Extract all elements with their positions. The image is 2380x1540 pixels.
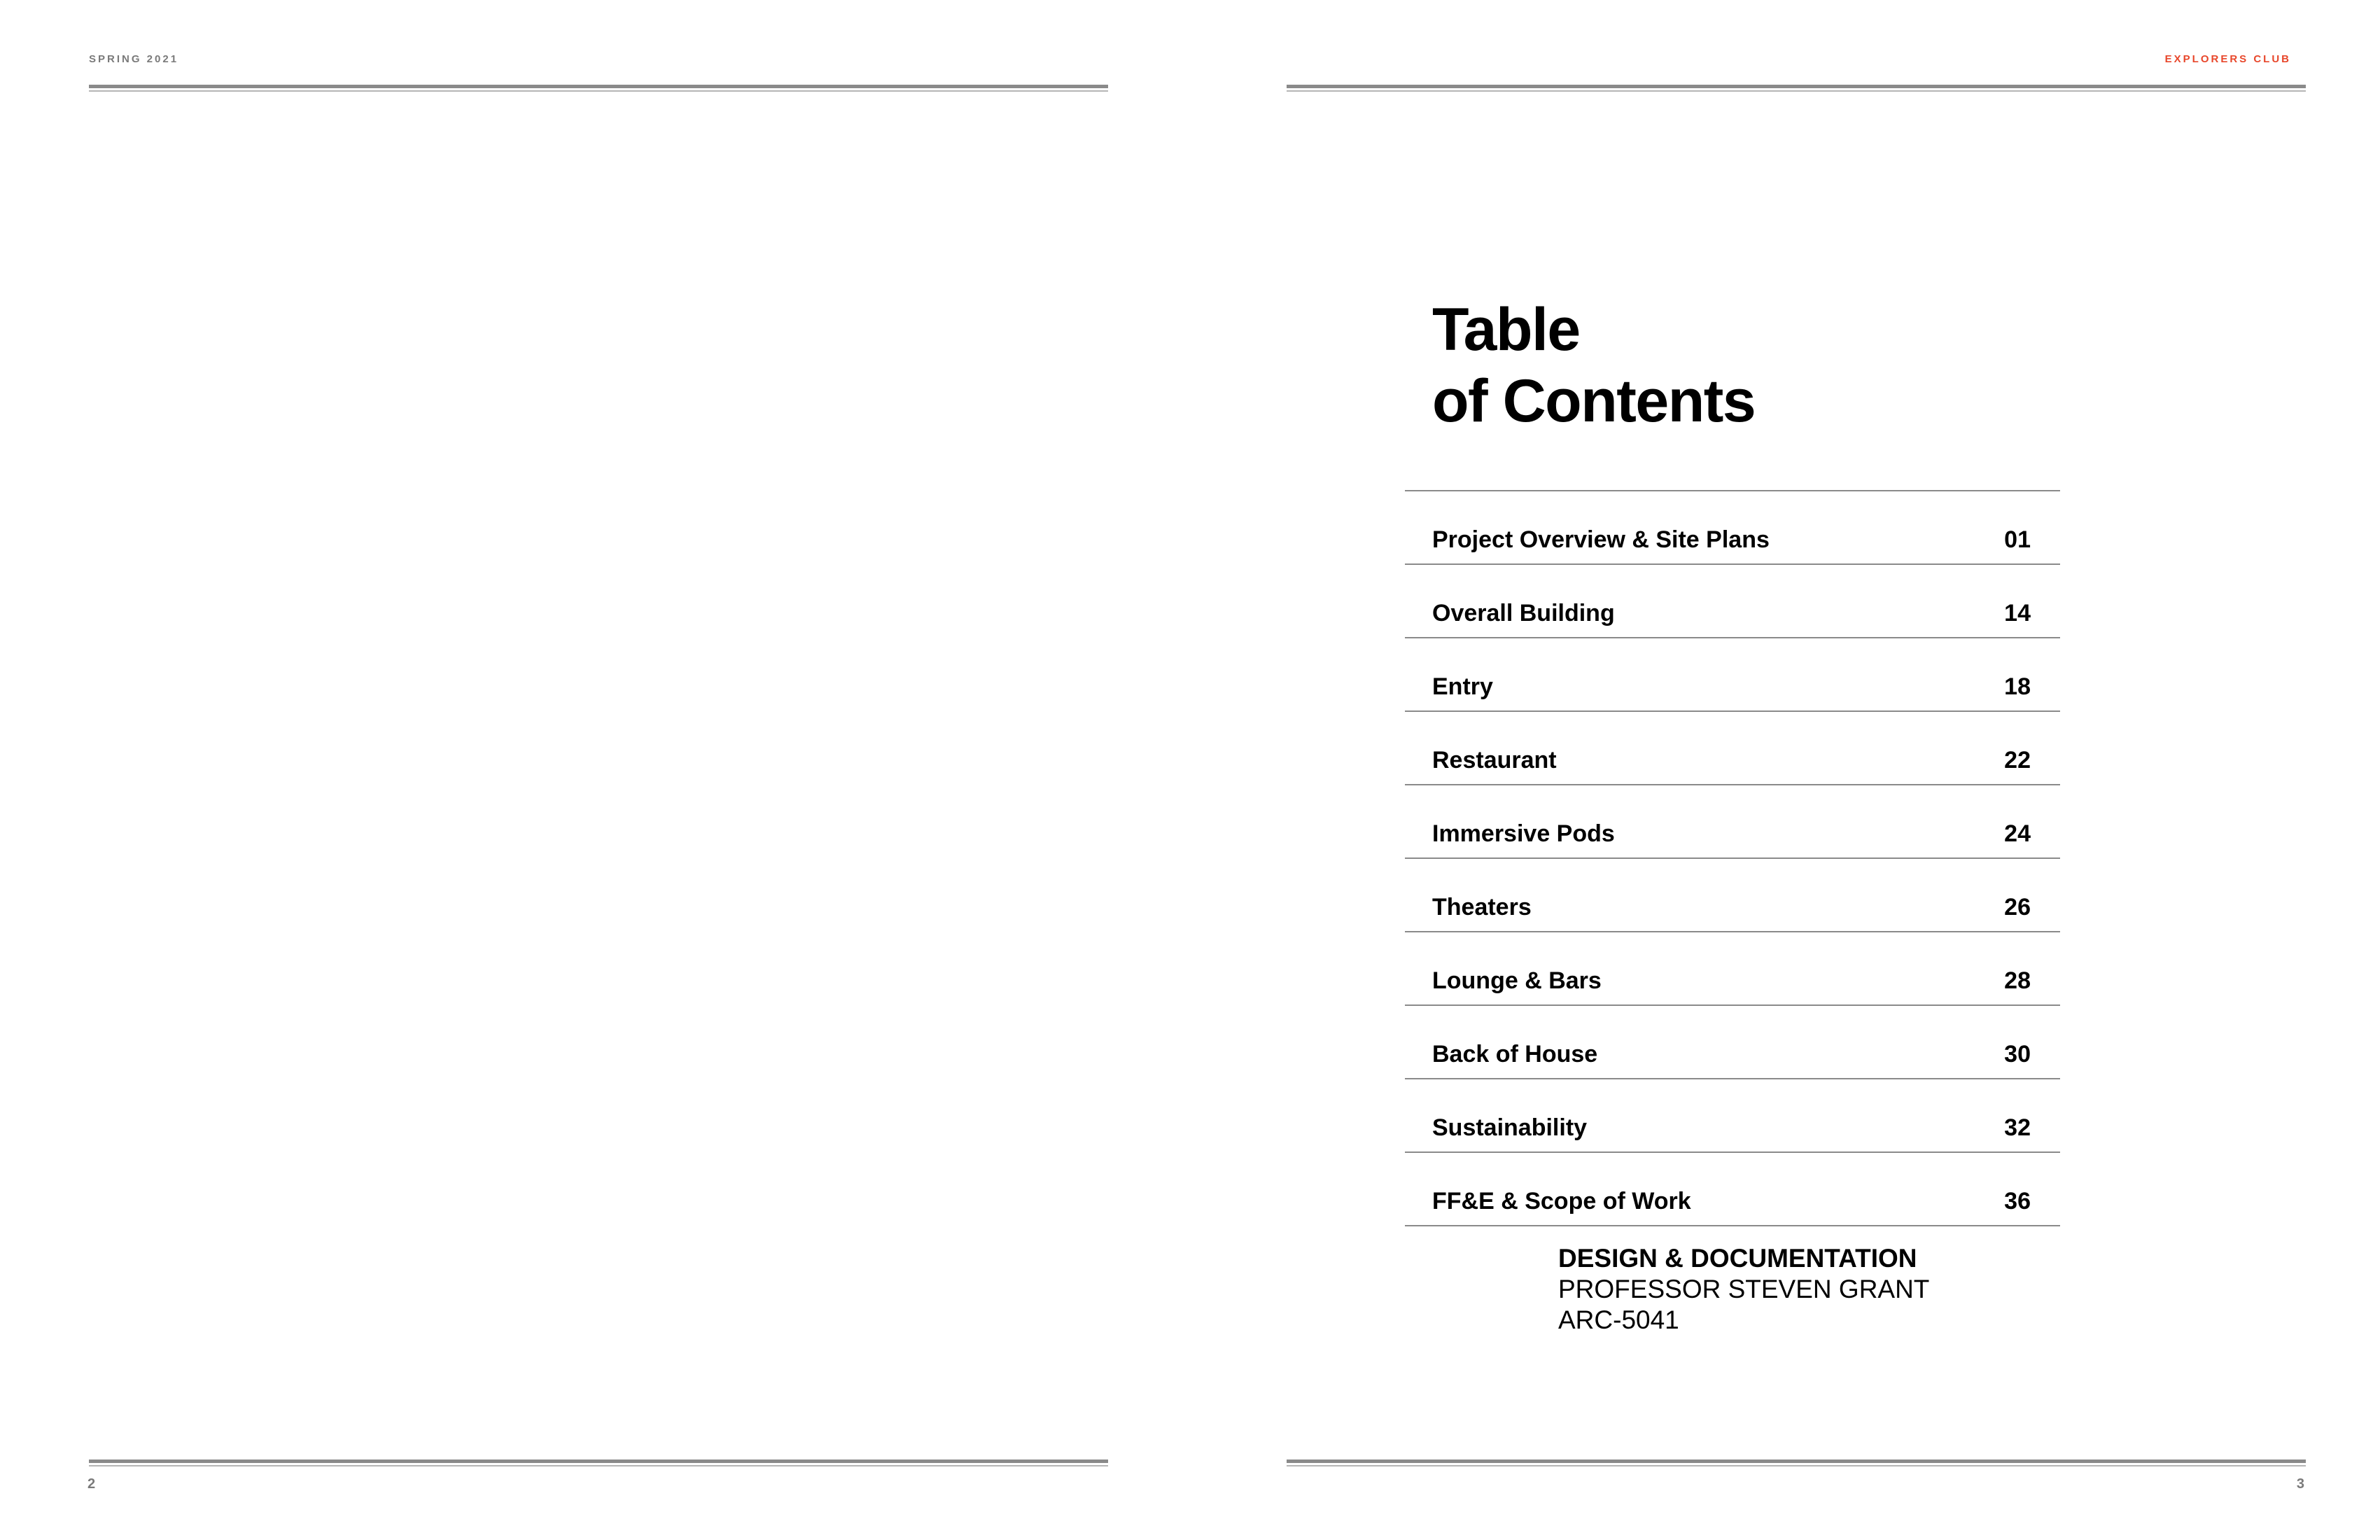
toc-entry-label: Sustainability bbox=[1432, 1114, 1588, 1141]
toc-entry-page: 30 bbox=[2004, 1041, 2031, 1068]
toc-entry-page: 26 bbox=[2004, 894, 2031, 920]
toc-entry-label: Overall Building bbox=[1432, 600, 1615, 626]
top-rule-right bbox=[1287, 85, 2306, 88]
toc-entry[interactable] bbox=[1405, 638, 2060, 712]
toc-entry-page: 18 bbox=[2004, 673, 2031, 700]
toc-entry-label: FF&E & Scope of Work bbox=[1432, 1188, 1691, 1214]
toc-entry[interactable] bbox=[1405, 1153, 2060, 1226]
toc-entry-label: Entry bbox=[1432, 673, 1493, 700]
running-head-right: EXPLORERS CLUB bbox=[2164, 53, 2291, 65]
toc-entry-page: 36 bbox=[2004, 1188, 2031, 1214]
toc-entry[interactable] bbox=[1405, 1006, 2060, 1079]
page-number-right: 3 bbox=[2296, 1476, 2304, 1492]
credits-professor: PROFESSOR STEVEN GRANT bbox=[1558, 1275, 1930, 1303]
toc-entry[interactable] bbox=[1405, 565, 2060, 638]
credits-block bbox=[1558, 1243, 1929, 1336]
toc-entry-page: 22 bbox=[2004, 747, 2031, 774]
bottom-rule-left bbox=[89, 1460, 1108, 1463]
toc-entry[interactable] bbox=[1405, 785, 2060, 859]
credits-heading: DESIGN & DOCUMENTATION bbox=[1558, 1244, 1917, 1273]
top-rule-left bbox=[89, 85, 1108, 88]
toc-entry-page: 28 bbox=[2004, 967, 2031, 994]
toc-entry[interactable] bbox=[1405, 859, 2060, 932]
toc-entry-label: Restaurant bbox=[1432, 747, 1557, 774]
right-page bbox=[1190, 0, 2380, 1540]
toc-entry[interactable] bbox=[1405, 491, 2060, 565]
running-head-left: SPRING 2021 bbox=[89, 53, 179, 65]
toc-entry-label: Lounge & Bars bbox=[1432, 967, 1602, 994]
toc-entry-label: Immersive Pods bbox=[1432, 820, 1615, 847]
toc-entry[interactable] bbox=[1405, 1079, 2060, 1153]
toc-entry-label: Project Overview & Site Plans bbox=[1432, 526, 1770, 553]
toc-entry[interactable] bbox=[1405, 712, 2060, 785]
toc-entry-label: Back of House bbox=[1432, 1041, 1598, 1068]
bottom-rule-right bbox=[1287, 1460, 2306, 1463]
toc-list bbox=[1405, 490, 2060, 1226]
toc-title bbox=[1432, 294, 1755, 437]
toc-entry-page: 01 bbox=[2004, 526, 2031, 553]
credits-course: ARC-5041 bbox=[1558, 1306, 1679, 1334]
toc-entry[interactable] bbox=[1405, 932, 2060, 1006]
toc-title-line1: Table bbox=[1432, 296, 1580, 363]
toc-entry-page: 32 bbox=[2004, 1114, 2031, 1141]
page-number-left: 2 bbox=[88, 1476, 96, 1492]
toc-entry-page: 14 bbox=[2004, 600, 2031, 626]
toc-entry-label: Theaters bbox=[1432, 894, 1532, 920]
toc-entry-page: 24 bbox=[2004, 820, 2031, 847]
toc-title-line2: of Contents bbox=[1432, 368, 1756, 435]
